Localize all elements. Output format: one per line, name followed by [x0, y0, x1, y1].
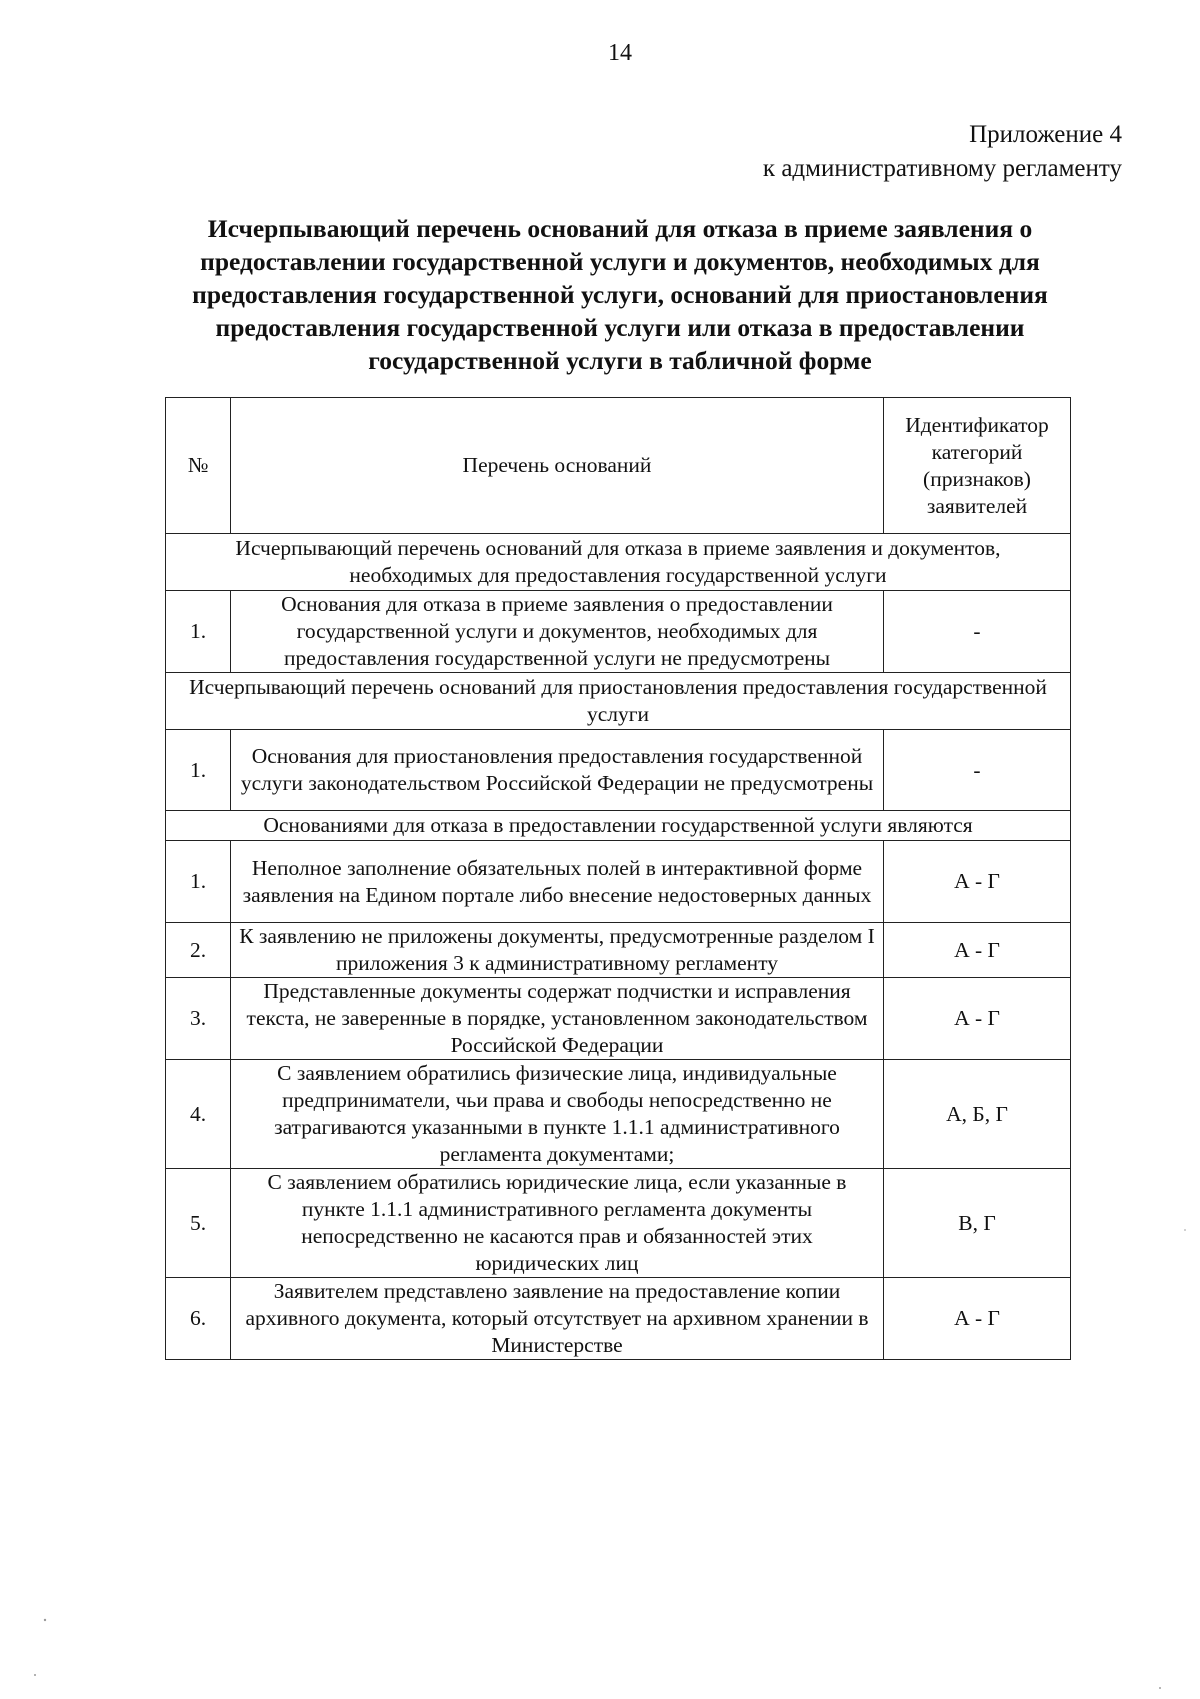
row-text: Заявителем представлено заявление на предоставление копии архивного документа, который отсутствует на архивном хранении в Министерстве: [231, 1278, 884, 1360]
row-applicant-id: А - Г: [884, 1278, 1071, 1360]
row-text: Основания для отказа в приеме заявления о предоставлении государственной услуги и документов, необходимых для предоставления государственной услуги не предусмотрены: [231, 591, 884, 673]
table-row: [166, 591, 1071, 673]
table-row: [166, 1169, 1071, 1278]
table-row: [166, 841, 1071, 923]
table-header-row: [166, 398, 1071, 534]
row-applicant-id: -: [884, 591, 1071, 673]
table-row: [166, 978, 1071, 1060]
page-number: 14: [608, 40, 632, 66]
section-header-row: [166, 534, 1071, 591]
scan-speck: [34, 1674, 36, 1676]
table-row: [166, 1060, 1071, 1169]
row-number: 1.: [166, 591, 231, 673]
row-number: 2.: [166, 923, 231, 978]
row-applicant-id: А, Б, Г: [884, 1060, 1071, 1169]
row-number: 3.: [166, 978, 231, 1060]
document-title: Исчерпывающий перечень оснований для отказа в приеме заявления о предоставлении государственной услуги и документов, необходимых для предоставления государственной услуги, оснований для приостановления предоставления государственной услуги или отказа в предоставлении государственной услуги в табличной форме: [192, 214, 1048, 375]
row-text: С заявлением обратились физические лица, индивидуальные предприниматели, чьи права и свободы непосредственно не затрагиваются указанными в пункте 1.1.1 административного регламента документами;: [231, 1060, 884, 1169]
grounds-table: [165, 397, 1071, 1360]
row-number: 5.: [166, 1169, 231, 1278]
row-applicant-id: -: [884, 730, 1071, 811]
section-header-row: [166, 673, 1071, 730]
scan-speck: [44, 1619, 46, 1621]
row-text: Основания для приостановления предоставления государственной услуги законодательством Российской Федерации не предусмотрены: [231, 730, 884, 811]
row-number: 1.: [166, 730, 231, 811]
section-title: Основаниями для отказа в предоставлении государственной услуги являются: [166, 811, 1071, 841]
table-row: [166, 1278, 1071, 1360]
row-applicant-id: А - Г: [884, 841, 1071, 923]
header-grounds: Перечень оснований: [231, 398, 884, 534]
section-title: Исчерпывающий перечень оснований для приостановления предоставления государственной услуги: [166, 673, 1071, 730]
row-applicant-id: А - Г: [884, 978, 1071, 1060]
table-row: [166, 923, 1071, 978]
row-text: К заявлению не приложены документы, предусмотренные разделом I приложения 3 к административному регламенту: [231, 923, 884, 978]
row-number: 4.: [166, 1060, 231, 1169]
section-header-row: [166, 811, 1071, 841]
section-title: Исчерпывающий перечень оснований для отказа в приеме заявления и документов, необходимых для предоставления государственной услуги: [166, 534, 1071, 591]
header-number: №: [166, 398, 231, 534]
scan-speck: [1159, 1687, 1161, 1689]
appendix-line: Приложение 4: [969, 121, 1122, 148]
row-applicant-id: В, Г: [884, 1169, 1071, 1278]
row-number: 6.: [166, 1278, 231, 1360]
row-text: Неполное заполнение обязательных полей в интерактивной форме заявления на Едином портале либо внесение недостоверных данных: [231, 841, 884, 923]
row-text: Представленные документы содержат подчистки и исправления текста, не заверенные в порядке, установленном законодательством Российской Федерации: [231, 978, 884, 1060]
scan-speck: [1184, 1229, 1186, 1231]
appendix-note: [763, 118, 1122, 186]
header-applicant-id: Идентификатор категорий (признаков) заявителей: [884, 398, 1071, 534]
row-applicant-id: А - Г: [884, 923, 1071, 978]
row-number: 1.: [166, 841, 231, 923]
table-row: [166, 730, 1071, 811]
row-text: С заявлением обратились юридические лица, если указанные в пункте 1.1.1 административного регламента документы непосредственно не касаются прав и обязанностей этих юридических лиц: [231, 1169, 884, 1278]
appendix-line: к административному регламенту: [762, 155, 1122, 182]
